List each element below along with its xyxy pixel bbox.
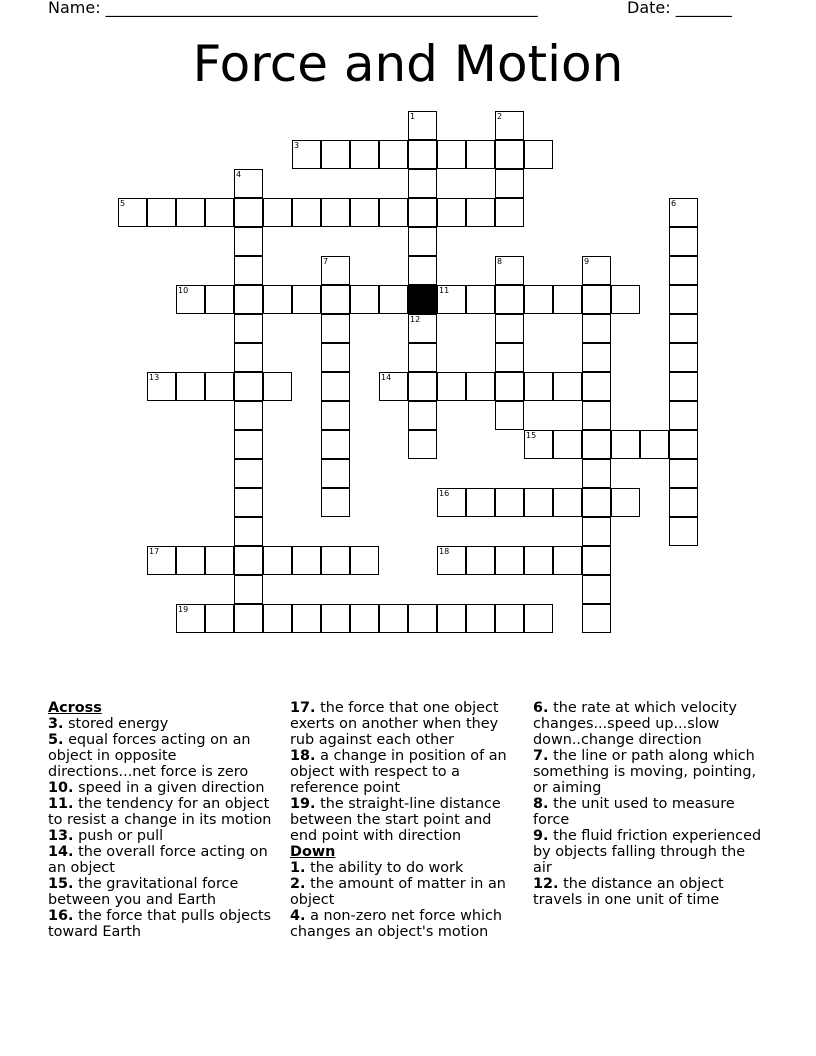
grid-cell[interactable] [466,198,495,227]
grid-cell[interactable] [495,140,524,169]
clue-down-6: 6. the rate at which velocity changes...speed up...slow down..change direction [533,700,737,748]
grid-cell[interactable] [147,546,176,575]
grid-cell[interactable] [495,604,524,633]
clue-down-12: 12. the distance an object travels in one unit of time [533,876,724,908]
grid-cell[interactable] [582,517,611,546]
grid-cell[interactable] [263,198,292,227]
cell-number: 16 [439,489,450,498]
grid-cell[interactable] [321,430,350,459]
grid-cell[interactable] [669,517,698,546]
grid-cell[interactable] [669,227,698,256]
grid-cell[interactable] [408,140,437,169]
clue-across-15: 15. the gravitational force between you and Earth [48,876,239,908]
clue-across-18: 18. a change in position of an object with respect to a reference point [290,748,507,796]
grid-cell[interactable] [495,401,524,430]
grid-cell[interactable] [205,372,234,401]
grid-cell[interactable] [669,198,698,227]
clue-down-7: 7. the line or path along which something is moving, pointing, or aiming [533,748,757,796]
clue-column-1 [48,700,278,940]
grid-cell[interactable] [582,256,611,285]
grid-cell[interactable] [611,430,640,459]
grid-cell[interactable] [234,227,263,256]
grid-cell[interactable] [263,372,292,401]
clue-down-4: 4. a non-zero net force which changes an object's motion [290,908,503,940]
grid-cell[interactable] [234,517,263,546]
grid-cell[interactable] [466,604,495,633]
grid-cell[interactable] [466,488,495,517]
grid-cell[interactable] [466,372,495,401]
grid-cell[interactable] [437,604,466,633]
grid-cell[interactable] [553,488,582,517]
grid-cell[interactable] [640,430,669,459]
grid-cell[interactable] [176,372,205,401]
grid-cell[interactable] [437,140,466,169]
grid-cell[interactable] [205,198,234,227]
clue-across-17: 17. the force that one object exerts on another when they rub against each other [290,700,499,748]
grid-cell[interactable] [205,285,234,314]
grid-cell[interactable] [437,198,466,227]
grid-cell[interactable] [437,488,466,517]
grid-cell[interactable] [234,430,263,459]
cell-number: 13 [149,373,160,382]
grid-cell[interactable] [408,343,437,372]
cell-number: 4 [236,170,242,179]
grid-cell[interactable] [379,604,408,633]
grid-cell[interactable] [263,285,292,314]
grid-cell[interactable] [321,256,350,285]
grid-cell[interactable] [263,546,292,575]
grid-cell[interactable] [582,401,611,430]
grid-cell[interactable] [582,488,611,517]
grid-cell[interactable] [321,314,350,343]
grid-cell[interactable] [582,285,611,314]
clue-down-9: 9. the fluid friction experienced by objects falling through the air [533,828,762,876]
grid-cell[interactable] [495,372,524,401]
cell-number: 15 [526,431,537,440]
grid-cell[interactable] [408,604,437,633]
clue-down-2: 2. the amount of matter in an object [290,876,506,908]
grid-cell[interactable] [582,372,611,401]
grid-cell[interactable] [582,459,611,488]
grid-cell[interactable] [234,169,263,198]
grid-cell[interactable] [118,198,147,227]
grid-cell[interactable] [553,430,582,459]
grid-cell[interactable] [292,140,321,169]
grid-cell[interactable] [582,604,611,633]
grid-cell[interactable] [495,546,524,575]
grid-cell[interactable] [553,546,582,575]
grid-cell[interactable] [524,546,553,575]
clue-across-16: 16. the force that pulls objects toward Earth [48,908,272,940]
clue-across-11: 11. the tendency for an object to resist a change in its motion [48,796,272,828]
grid-cell[interactable] [611,488,640,517]
clue-down-8: 8. the unit used to measure force [533,796,735,828]
grid-cell[interactable] [408,430,437,459]
grid-cell[interactable] [234,314,263,343]
cell-number: 1 [410,112,416,121]
grid-cell[interactable] [582,430,611,459]
grid-cell[interactable] [234,604,263,633]
clue-column-3 [533,700,763,908]
grid-cell[interactable] [379,198,408,227]
grid-cell[interactable] [408,198,437,227]
grid-cell[interactable] [379,140,408,169]
grid-cell[interactable] [408,401,437,430]
grid-cell[interactable] [669,372,698,401]
cell-number: 12 [410,315,421,324]
grid-cell[interactable] [495,343,524,372]
grid-cell[interactable] [176,546,205,575]
grid-cell[interactable] [234,459,263,488]
cell-number: 7 [323,257,329,266]
grid-cell[interactable] [350,546,379,575]
cell-number: 19 [178,605,189,614]
clue-across-19: 19. the straight-line distance between the start point and end point with direction [290,796,501,844]
grid-cell[interactable] [582,546,611,575]
grid-cell[interactable] [524,430,553,459]
grid-cell[interactable] [669,314,698,343]
across-heading: Across [48,700,102,716]
grid-cell[interactable] [495,314,524,343]
grid-cell[interactable] [495,169,524,198]
grid-cell[interactable] [205,546,234,575]
grid-cell[interactable] [524,372,553,401]
grid-cell[interactable] [669,343,698,372]
grid-cell[interactable] [234,343,263,372]
grid-cell[interactable] [669,459,698,488]
grid-cell[interactable] [321,459,350,488]
grid-cell[interactable] [408,169,437,198]
grid-cell[interactable] [350,198,379,227]
down-heading: Down [290,844,336,860]
grid-cell[interactable] [408,111,437,140]
grid-cell[interactable] [495,256,524,285]
grid-cell[interactable] [234,401,263,430]
grid-cell[interactable] [321,343,350,372]
cell-number: 11 [439,286,450,295]
grid-cell[interactable] [495,488,524,517]
grid-cell[interactable] [350,285,379,314]
grid-cell[interactable] [466,546,495,575]
grid-cell[interactable] [669,401,698,430]
grid-cell[interactable] [321,488,350,517]
grid-cell[interactable] [495,198,524,227]
grid-cell[interactable] [437,546,466,575]
date-field[interactable]: Date: _______ [627,0,732,17]
grid-cell[interactable] [350,140,379,169]
grid-cell[interactable] [524,604,553,633]
grid-cell[interactable] [379,285,408,314]
grid-cell[interactable] [321,546,350,575]
grid-cell[interactable] [321,285,350,314]
grid-cell[interactable] [321,140,350,169]
grid-cell[interactable] [582,314,611,343]
name-field[interactable]: Name: ______________________________________________________ [48,0,538,17]
cell-number: 17 [149,547,160,556]
clue-column-2 [290,700,520,940]
grid-cell[interactable] [524,285,553,314]
clue-across-5: 5. equal forces acting on an object in opposite directions...net force is zero [48,732,251,780]
grid-cell[interactable] [524,140,553,169]
grid-cell[interactable] [292,198,321,227]
clue-across-10: 10. speed in a given direction [48,780,265,796]
grid-cell[interactable] [495,285,524,314]
cell-number: 9 [584,257,590,266]
grid-cell[interactable] [669,256,698,285]
grid-cell[interactable] [176,198,205,227]
cell-number: 14 [381,373,392,382]
clue-across-3: 3. stored energy [48,716,169,732]
grid-cell[interactable] [669,430,698,459]
grid-cell[interactable] [669,285,698,314]
grid-cell[interactable] [437,285,466,314]
puzzle-title: Force and Motion [192,35,624,93]
grid-cell[interactable] [234,575,263,604]
grid-cell[interactable] [669,488,698,517]
grid-cell[interactable] [263,604,292,633]
grid-cell[interactable] [321,401,350,430]
cell-number: 3 [294,141,300,150]
grid-cell[interactable] [408,256,437,285]
cell-number: 5 [120,199,126,208]
grid-cell[interactable] [611,285,640,314]
grid-cell[interactable] [582,343,611,372]
grid-cell[interactable] [234,488,263,517]
cell-number: 2 [497,112,503,121]
grid-cell[interactable] [176,604,205,633]
clue-across-14: 14. the overall force acting on an object [48,844,268,876]
grid-cell[interactable] [466,140,495,169]
grid-cell[interactable] [437,372,466,401]
grid-cell[interactable] [495,111,524,140]
cell-number: 18 [439,547,450,556]
grid-cell[interactable] [553,372,582,401]
grid-cell[interactable] [350,604,379,633]
grid-cell[interactable] [234,256,263,285]
grid-cell[interactable] [321,198,350,227]
grid-cell[interactable] [205,604,234,633]
grid-cell[interactable] [408,372,437,401]
grid-cell[interactable] [408,227,437,256]
grid-cell[interactable] [466,285,495,314]
grid-cell[interactable] [582,575,611,604]
grid-cell[interactable] [176,285,205,314]
grid-cell[interactable] [321,604,350,633]
cell-number: 6 [671,199,677,208]
grid-cell[interactable] [379,372,408,401]
grid-cell[interactable] [321,372,350,401]
grid-cell[interactable] [147,372,176,401]
grid-cell[interactable] [408,314,437,343]
clue-down-1: 1. the ability to do work [290,860,464,876]
grid-cell[interactable] [524,488,553,517]
grid-cell[interactable] [147,198,176,227]
grid-cell[interactable] [292,546,321,575]
grid-cell[interactable] [292,604,321,633]
grid-cell[interactable] [234,285,263,314]
cell-number: 10 [178,286,189,295]
cell-number: 8 [497,257,503,266]
grid-cell[interactable] [553,285,582,314]
clue-across-13: 13. push or pull [48,828,164,844]
grid-cell[interactable] [234,546,263,575]
grid-cell[interactable] [234,372,263,401]
grid-cell[interactable] [292,285,321,314]
black-cell [408,285,437,314]
grid-cell[interactable] [234,198,263,227]
